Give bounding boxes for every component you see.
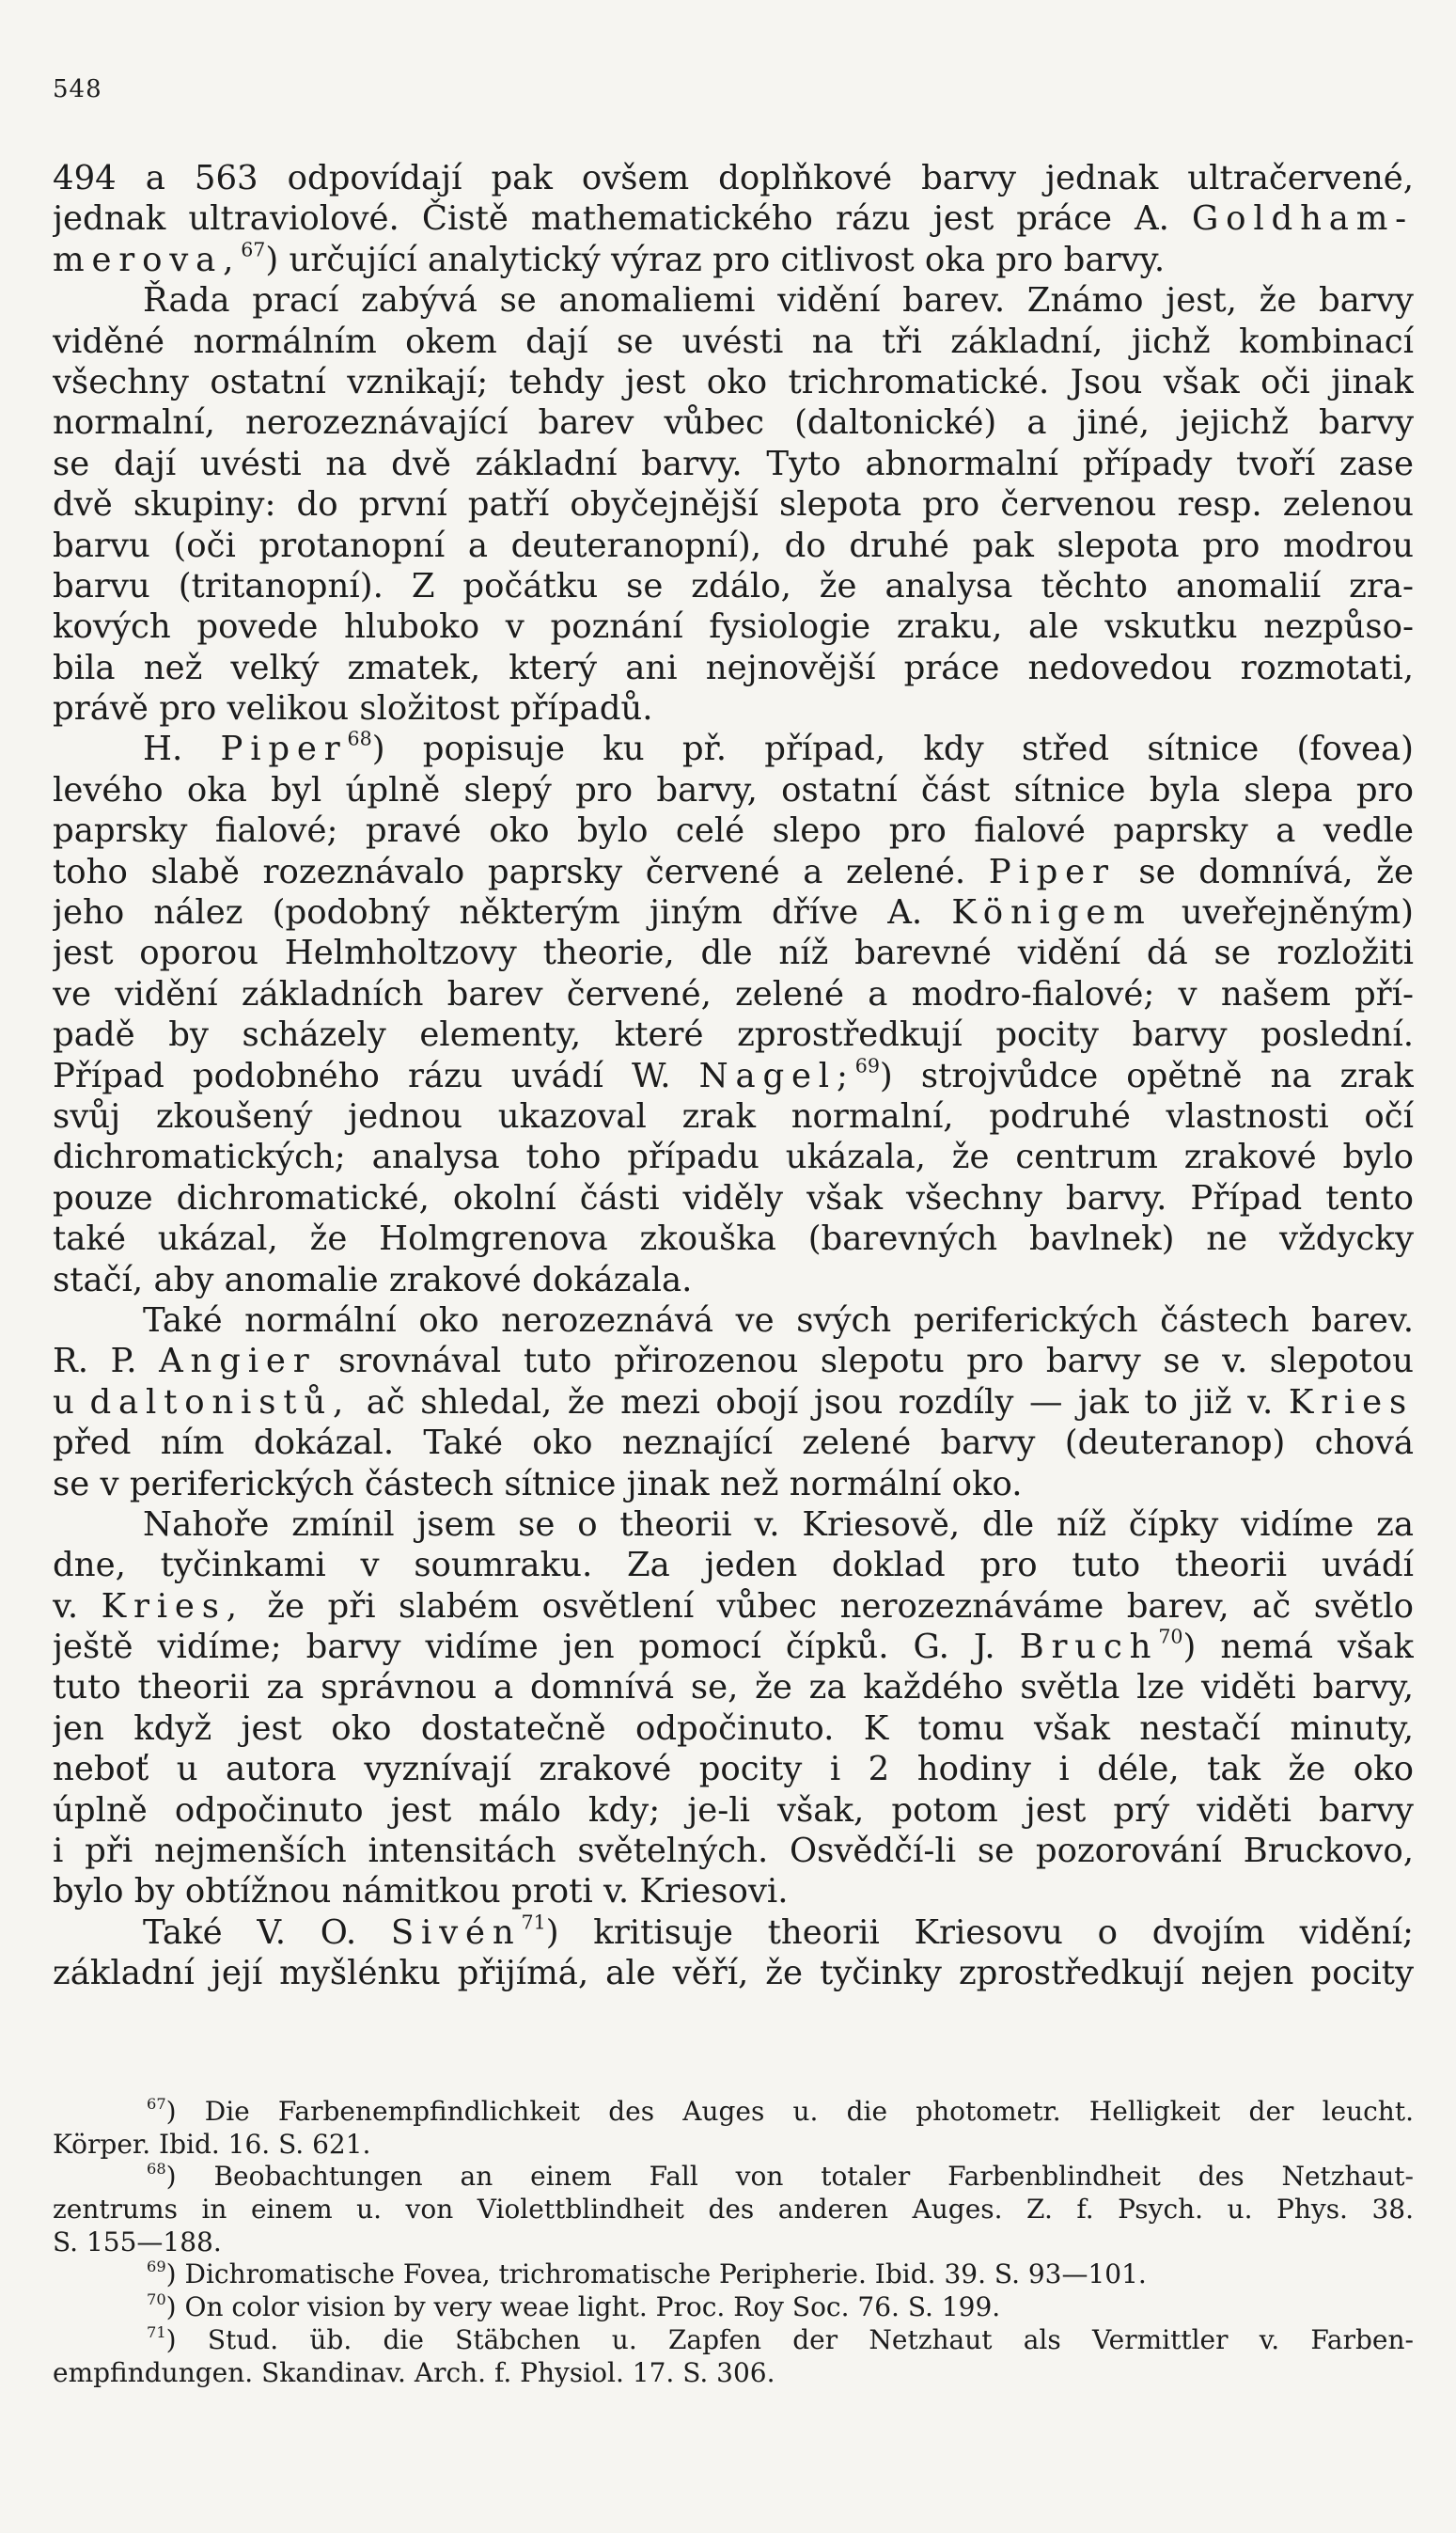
text-line: se dají uvésti na dvě základní barvy. Tyto abnormalní případy tvoří zase xyxy=(53,444,1414,483)
text-line: jen když jest oko dostatečně odpočinuto. K tomu však nestačí minuty, xyxy=(53,1708,1414,1748)
page-number: 548 xyxy=(53,75,102,103)
footnote-ref: 70 xyxy=(1158,1627,1183,1648)
text-line: R. P. Angier srovnával tuto přirozenou slepotu pro barvy se v. slepotou xyxy=(53,1342,1414,1381)
text-line: Případ podobného rázu uvádí W. Nagel;$^{69}$) strojvůdce opětně na zrak xyxy=(53,1055,1414,1095)
text-line: ve vidění základních barev červené, zelené a modro-fialové; v našem pří- xyxy=(53,974,1414,1014)
text-line: i při nejmenších intensitách světelných. Osvědčí-li se pozorování Bruckovo, xyxy=(53,1832,1414,1871)
text-line: merova,$^{67}$) určující analytický výraz pro citlivost oka pro barvy. xyxy=(53,239,1166,279)
text-line: barvu (tritanopní). Z počátku se zdálo, že analysa těchto anomalií zra- xyxy=(53,566,1414,606)
footnote-ref: 69 xyxy=(854,1055,880,1078)
text-line: padě by scházely elementy, které zprostředkují pocity barvy poslední. xyxy=(53,1015,1414,1055)
text-line: viděné normálním okem dají se uvésti na tři základní, jichž kombinací xyxy=(53,322,1414,361)
author-name: Nagel; xyxy=(698,1056,855,1095)
footnote-number: 68 xyxy=(147,2161,166,2179)
author-name: Piper xyxy=(220,730,348,769)
footnote-line: $^{69}$) Dichromatische Fovea, trichromatische Peripherie. Ibid. 39. S. 93—101. xyxy=(147,2258,1147,2290)
author-name: daltonistů, xyxy=(89,1382,352,1422)
author-name: Königem xyxy=(951,893,1152,933)
text-line: všechny ostatní vznikají; tehdy jest oko trichromatické. Jsou však oči jinak xyxy=(53,362,1414,401)
footnote-line: $^{67}$) Die Farbenempfindlichkeit des Auges u. die photometr. Helligkeit der leucht. xyxy=(147,2096,1414,2127)
text-line: právě pro velikou složitost případů. xyxy=(53,689,653,729)
text-line: neboť u autora vyznívají zrakové pocity i 2 hodiny i déle, tak že oko xyxy=(53,1750,1414,1789)
footnote-line: S. 155—188. xyxy=(53,2226,222,2258)
author-name: Kries xyxy=(1288,1382,1414,1422)
text-line: dvě skupiny: do první patří obyčejnější slepota pro červenou resp. zelenou xyxy=(53,485,1414,525)
footnote-ref: 68 xyxy=(347,729,372,751)
text-line: Také normální oko nerozeznává ve svých periferických částech barev. xyxy=(143,1300,1414,1340)
text-line: dne, tyčinkami v soumraku. Za jeden doklad pro tuto theorii uvádí xyxy=(53,1546,1414,1585)
text-line: před ním dokázal. Také oko neznající zelené barvy (deuteranop) chová xyxy=(53,1424,1414,1463)
text-line: toho slabě rozeznávalo paprsky červené a zelené. Piper se domnívá, že xyxy=(53,852,1414,891)
footnote-number: 67 xyxy=(147,2096,166,2113)
author-name: merova, xyxy=(53,240,242,279)
text-line: základní její myšlénku přijímá, ale věří, že tyčinky zprostředkují nejen pocity xyxy=(53,1954,1414,1993)
text-line: také ukázal, že Holmgrenova zkouška (barevných bavlnek) ne vždycky xyxy=(53,1219,1414,1259)
text-line: paprsky fialové; pravé oko bylo celé slepo pro fialové paprsky a vedle xyxy=(53,811,1414,851)
text-line: v. Kries, že při slabém osvětlení vůbec nerozeznáváme barev, ač světlo xyxy=(53,1586,1414,1626)
text-line: se v periferických částech sítnice jinak než normální oko. xyxy=(53,1464,1023,1503)
footnote-number: 71 xyxy=(147,2323,166,2341)
text-line: svůj zkoušený jednou ukazoval zrak normalní, podruhé vlastnosti očí xyxy=(53,1096,1414,1136)
text-line: kových povede hluboko v poznání fysiologie zraku, ale vskutku nezpůso- xyxy=(53,607,1414,647)
text-line: 494 a 563 odpovídají pak ovšem doplňkové barvy jednak ultračervené, xyxy=(53,159,1414,197)
text-line: úplně odpočinuto jest málo kdy; je-li však, potom jest prý viděti barvy xyxy=(53,1790,1414,1830)
author-name: Bruch xyxy=(1019,1628,1159,1667)
footnote-ref: 71 xyxy=(521,1912,546,1934)
text-line: normalní, nerozeznávající barev vůbec (daltonické) a jiné, jejichž barvy xyxy=(53,403,1414,443)
text-line: stačí, aby anomalie zrakové dokázala. xyxy=(53,1260,693,1299)
author-name: Piper xyxy=(988,852,1116,891)
text-line: bila než velký zmatek, který ani nejnovější práce nedovedou rozmotati, xyxy=(53,648,1414,687)
footnote-ref: 67 xyxy=(241,239,266,261)
footnote-line: $^{68}$) Beobachtungen an einem Fall von totaler Farbenblindheit des Netzhaut- xyxy=(147,2161,1414,2193)
footnotes xyxy=(53,2096,1414,2389)
text-line: jednak ultraviolové. Čistě mathematického rázu jest práce A. Goldham- xyxy=(53,199,1414,239)
body-text xyxy=(53,158,1414,1994)
text-line: H. Piper$^{68}$) popisuje ku př. případ, kdy střed sítnice (fovea) xyxy=(143,729,1414,769)
author-name: Goldham- xyxy=(1192,199,1414,239)
text-line: dichromatických; analysa toho případu ukázala, že centrum zrakové bylo xyxy=(53,1138,1414,1177)
footnote-line: $^{70}$) On color vision by very weae light. Proc. Roy Soc. 76. S. 199. xyxy=(147,2291,1001,2323)
author-name: Kries, xyxy=(101,1586,244,1626)
text-line: jeho nález (podobný některým jiným dříve A. Königem uveřejněným) xyxy=(53,893,1414,933)
text-line: Nahoře zmínil jsem se o theorii v. Kriesově, dle níž čípky vidíme za xyxy=(143,1504,1414,1544)
text-line: pouze dichromatické, okolní části viděly však všechny barvy. Případ tento xyxy=(53,1178,1414,1218)
text-line: jest oporou Helmholtzovy theorie, dle níž barevné vidění dá se rozložiti xyxy=(53,934,1414,973)
text-line: barvu (oči protanopní a deuteranopní), do druhé pak slepota pro modrou xyxy=(53,526,1414,565)
author-name: Sivén xyxy=(390,1912,522,1952)
footnote-number: 69 xyxy=(147,2258,166,2276)
footnote-number: 70 xyxy=(147,2291,166,2308)
footnote-line: empfindungen. Skandinav. Arch. f. Physiol. 17. S. 306. xyxy=(53,2356,775,2388)
text-line: bylo by obtížnou námitkou proti v. Kriesovi. xyxy=(53,1872,789,1912)
footnote-line: zentrums in einem u. von Violettblindheit des anderen Auges. Z. f. Psych. u. Phys. 38. xyxy=(53,2194,1414,2226)
text-line: ještě vidíme; barvy vidíme jen pomocí čípků. G. J. Bruch$^{70}$) nemá však xyxy=(53,1627,1414,1667)
text-line: Také V. O. Sivén$^{71}$) kritisuje theorii Kriesovu o dvojím vidění; xyxy=(143,1912,1414,1952)
text-line: levého oka byl úplně slepý pro barvy, ostatní část sítnice byla slepa pro xyxy=(53,770,1414,810)
footnote-line: $^{71}$) Stud. üb. die Stäbchen u. Zapfen der Netzhaut als Vermittler v. Farben- xyxy=(147,2323,1414,2355)
author-name: Angier xyxy=(159,1342,317,1381)
text-line: Řada prací zabývá se anomaliemi vidění barev. Známo jest, že barvy xyxy=(143,281,1414,321)
footnote-line: Körper. Ibid. 16. S. 621. xyxy=(53,2128,371,2160)
text-line: tuto theorii za správnou a domnívá se, že za každého světla lze viděti barvy, xyxy=(53,1668,1414,1707)
text-line: u daltonistů, ač shledal, že mezi obojí jsou rozdíly — jak to již v. Kries xyxy=(53,1382,1414,1422)
